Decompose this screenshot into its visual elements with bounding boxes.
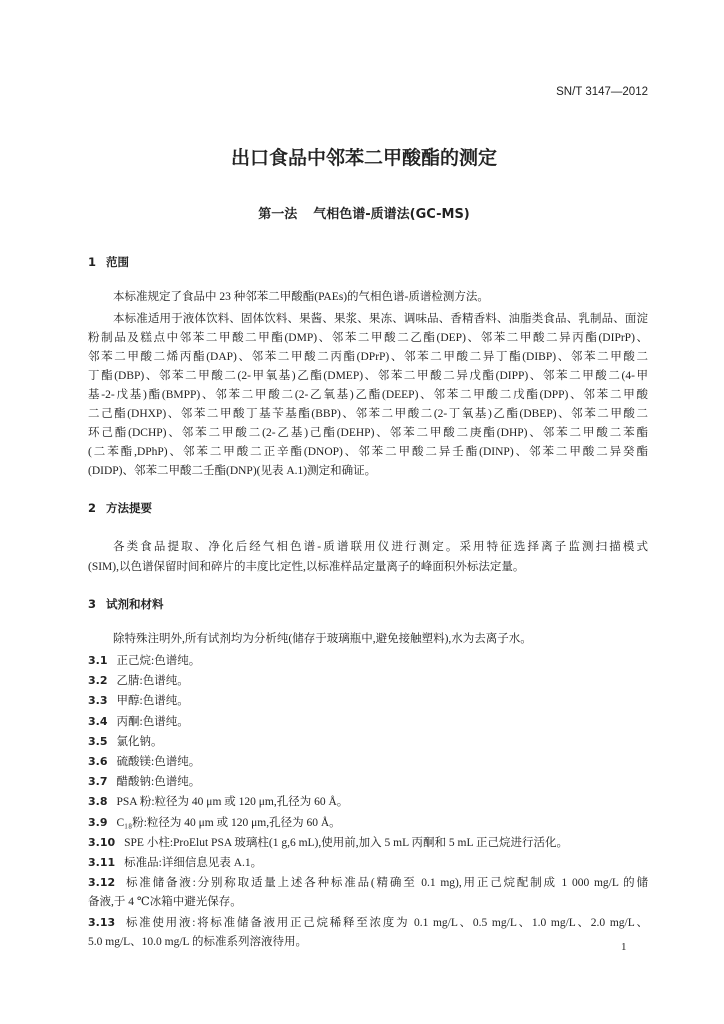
clause-3-5 [88,732,648,752]
paragraph-line: 本标准适用于液体饮料、固体饮料、果酱、果浆、果冻、调味品、香精香料、油脂类食品、乳制品、面淀 [113,313,648,325]
document-title: 出口食品中邻苯二甲酸酯的测定 [230,147,497,169]
paragraph-line: 本标准规定了食品中 23 种邻苯二甲酸酯(PAEs)的气相色谱-质谱检测方法。 [113,291,489,303]
clause-number: 3.5 [88,734,108,748]
clause-3-8 [88,792,648,812]
clause-3-12 [88,873,648,893]
section-heading-scope [88,253,129,272]
scope-paragraph-2 [88,310,648,481]
clause-3-13 [88,913,648,933]
clause-continuation-line: 5.0 mg/L、10.0 mg/L 的标准系列溶液待用。 [88,935,308,948]
clause-number: 3.7 [88,775,108,789]
clause-number: 3.1 [88,654,108,667]
clause-list [88,651,648,952]
paragraph-line: (SIM),以色谱保留时间和碎片的丰度比定性,以标准样品定量离子的峰面积外标法定量。 [88,561,525,573]
clause-number: 3.12 [88,876,116,890]
clause-3-2 [88,671,648,691]
paragraph-line: 粉制品及糕点中邻苯二甲酸二甲酯(DMP)、邻苯二甲酸二乙酯(DEP)、邻苯二甲酸二异丙酯(DIPrP)、 [88,332,648,344]
clause-3-10 [88,833,648,853]
clause-text: 丙酮:色谱纯。 [116,715,189,728]
clause-continuation-line: 备液,于 4 ℃冰箱中避光保存。 [88,896,242,909]
clause-3-4 [88,712,648,732]
clause-text: 标准品:详细信息见表 A.1。 [124,857,263,870]
page-number: 1 [621,941,627,953]
clause-3-7 [88,772,648,792]
section-title: 范围 [106,255,129,269]
section-heading-method-summary [88,499,152,518]
clause-3-1 [88,651,648,671]
clause-3-9 [88,813,648,833]
method-subtitle [0,206,724,224]
section-title: 方法提要 [106,501,152,515]
scope-paragraph-1 [88,288,648,307]
clause-text: SPE 小柱:ProElut PSA 玻璃柱(1 g,6 mL),使用前,加入 5 mL 丙酮和 5 mL 正己烷进行活化。 [124,836,568,849]
clause-number: 3.8 [88,795,108,809]
paragraph-line: (DIDP)、邻苯二甲酸二壬酯(DNP)(见表 A.1)测定和确证。 [88,465,377,477]
clause-3-3 [88,691,648,711]
clause-text: PSA 粉:粒径为 40 μm 或 120 μm,孔径为 60 Å。 [116,796,349,809]
clause-3-6 [88,752,648,772]
clause-number: 3.13 [88,915,116,929]
paragraph-line: 各类食品提取、净化后经气相色谱-质谱联用仪进行测定。采用特征选择离子监测扫描模式 [113,541,648,553]
clause-number: 3.10 [88,835,116,849]
paragraph-line: 除特殊注明外,所有试剂均为分析纯(储存于玻璃瓶中,避免接触塑料),水为去离子水。 [113,633,532,645]
clause-number: 3.2 [88,674,108,688]
method-part-label: 第一法 [258,207,298,222]
clause-3-11 [88,853,648,873]
standard-code: SN/T 3147—2012 [556,86,648,98]
paragraph-line: 邻苯二甲酸二烯丙酯(DAP)、邻苯二甲酸二丙酯(DPrP)、邻苯二甲酸二异丁酯(DIBP)、邻苯二甲酸二 [88,351,648,363]
clause-number: 3.11 [88,856,116,870]
method-name: 气相色谱-质谱法(GC-MS) [313,207,470,222]
clause-text: 甲醇:色谱纯。 [116,695,189,708]
clause-text: 氯化钠。 [116,735,163,748]
clause-number: 3.4 [88,714,108,728]
paragraph-line: (二苯酯,DPhP)、邻苯二甲酸二正辛酯(DNOP)、邻苯二甲酸二异壬酯(DINP)、邻苯二甲酸二异癸酯 [88,446,648,458]
paragraph-line: 二己酯(DHXP)、邻苯二甲酸丁基苄基酯(BBP)、邻苯二甲酸二(2-丁氧基)乙酯(DBEP)、邻苯二甲酸二 [88,408,648,420]
clause-text: 标准使用液:将标准储备液用正己烷稀释至浓度为 0.1 mg/L、0.5 mg/L、1.0 mg/L、2.0 mg/L、 [124,916,648,929]
paragraph-line: 环己酯(DCHP)、邻苯二甲酸二(2-乙基)己酯(DEHP)、邻苯二甲酸二庚酯(DHP)、邻苯二甲酸二苯酯 [88,427,648,439]
clause-text: 乙腈:色谱纯。 [116,675,189,688]
section-title: 试剂和材料 [106,597,164,611]
section-number: 2 [88,501,97,515]
paragraph-line: 丁酯(DBP)、邻苯二甲酸二(2-甲氧基)乙酯(DMEP)、邻苯二甲酸二异戊酯(DIPP)、邻苯二甲酸二(4-甲 [88,370,648,382]
clause-text: 硫酸镁:色谱纯。 [116,756,201,769]
section-number: 1 [88,255,97,269]
clause-text: 标准储备液:分别称取适量上述各种标准品(精确至 0.1 mg),用正己烷配制成 1 000 mg/L 的储 [124,877,648,890]
section-number: 3 [88,597,97,611]
clause-text: C₁₈粉:粒径为 40 μm 或 120 μm,孔径为 60 Å。 [116,816,341,829]
section-heading-reagents [88,595,164,614]
clause-number: 3.6 [88,755,108,769]
method-summary-paragraph [88,537,648,577]
clause-text: 醋酸钠:色谱纯。 [116,776,201,789]
clause-number: 3.9 [88,815,108,829]
reagents-intro-paragraph [88,630,648,649]
clause-text: 正己烷:色谱纯。 [116,655,201,667]
clause-number: 3.3 [88,694,108,708]
paragraph-line: 基-2-戊基)酯(BMPP)、邻苯二甲酸二(2-乙氧基)乙酯(DEEP)、邻苯二甲酸二戊酯(DPP)、邻苯二甲酸 [88,389,648,401]
